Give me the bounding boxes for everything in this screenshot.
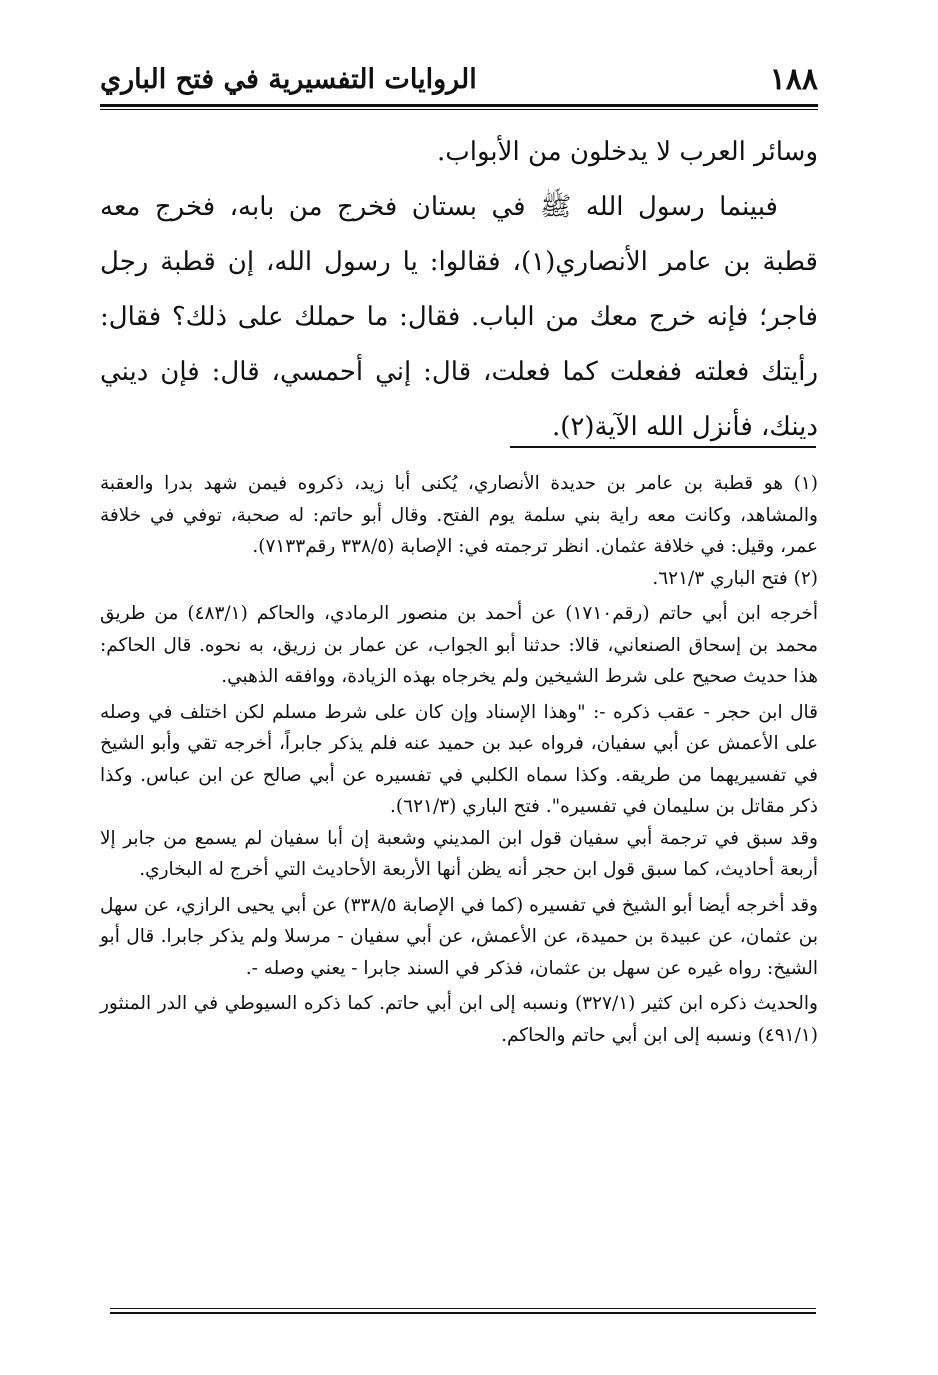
header-rule	[100, 104, 818, 107]
footnote-paragraph: قال ابن حجر - عقب ذكره -: "وهذا الإسناد وإن كان على شرط مسلم لكن اختلف في وصله على الأعمش عن أبي سفيان، فرواه عبد بن حميد عنه فلم يذكر جابراً، أخرجه تقي وأبو الشيخ في تفسيريهما من طريقه. وكذا سماه الكلبي في تفسيره عن أبي صالح عن ابن عباس. وكذا ذكر مقاتل بن سليمان في تفسيره". فتح الباري (٦٢١/٣).	[100, 701, 818, 817]
footnote-paragraph: أخرجه ابن أبي حاتم (رقم١٧١٠) عن أحمد بن منصور الرمادي، والحاكم (٤٨٣/١) من طريق محمد بن إسحاق الصنعاني، قالا: حدثنا أبو الجواب، عن عمار بن زريق، به نحوه. قال الحاكم: هذا حديث صحيح على شرط الشيخين ولم يخرجاه بهذه الزيادة، ووافقه الذهبي.	[100, 603, 818, 687]
header-rule-thin	[100, 109, 818, 110]
footer-rule-thin	[110, 1308, 816, 1309]
main-text	[100, 125, 818, 455]
running-title: الروايات التفسيرية في فتح الباري	[100, 64, 477, 95]
footnote-paragraph: والحديث ذكره ابن كثير (٣٢٧/١) ونسبه إلى ابن أبي حاتم. كما ذكره السيوطي في الدر المنثور (٤٩١/١) ونسبه إلى ابن أبي حاتم والحاكم.	[100, 993, 818, 1046]
footnote-paragraph: وقد سبق في ترجمة أبي سفيان قول ابن المديني وشعبة إن أبا سفيان لم يسمع من جابر إلا أربعة أحاديث، كما سبق قول ابن حجر أنه يظن أنها الأربعة الأحاديث التي أخرج له البخاري.	[100, 827, 818, 880]
main-paragraph: فبينما رسول الله ﷺ في بستان فخرج من بابه، فخرج معه قطبة بن عامر الأنصاري(١)، فقالوا: يا رسول الله، إن قطبة رجل فاجر؛ فإنه خرج معك من الباب. فقال: ما حملك على ذلك؟ فقال: رأيتك فعلته ففعلت كما فعلت، قال: إني أحمسي، قال: فإن ديني دينك، فأنزل الله الآية(٢).	[100, 192, 818, 442]
footer-rule	[110, 1312, 816, 1314]
page-number: ١٨٨	[769, 62, 818, 97]
footnote-separator	[510, 446, 816, 448]
main-paragraph: وسائر العرب لا يدخلون من الأبواب.	[437, 137, 818, 167]
footnote-1: (١) هو قطبة بن عامر بن حديدة الأنصاري، يُكنى أبا زيد، ذكروه فيمن شهد بدرا والعقبة والمشاهد، وكانت معه راية بني سلمة يوم الفتح. وقال أبو حاتم: له صحبة، توفي في خلافة عمر، وقيل: في خلافة عثمان. انظر ترجمته في: الإصابة (٣٣٨/٥ رقم٧١٣٣).	[100, 473, 818, 557]
footnote-paragraph: وقد أخرجه أيضا أبو الشيخ في تفسيره (كما في الإصابة ٣٣٨/٥) عن أبي يحيى الرازي، عن سهل بن عثمان، عن عبيدة بن حميدة، عن الأعمش، عن أبي سفيان - مرسلا ولم يذكر جابرا. قال أبو الشيخ: رواه غيره عن سهل بن عثمان، فذكر في السند جابرا - يعني وصله -.	[100, 894, 818, 979]
page-header	[100, 62, 818, 102]
footnote-2: (٢) فتح الباري ٦٢١/٣.	[652, 567, 818, 589]
footnotes	[100, 468, 818, 1051]
